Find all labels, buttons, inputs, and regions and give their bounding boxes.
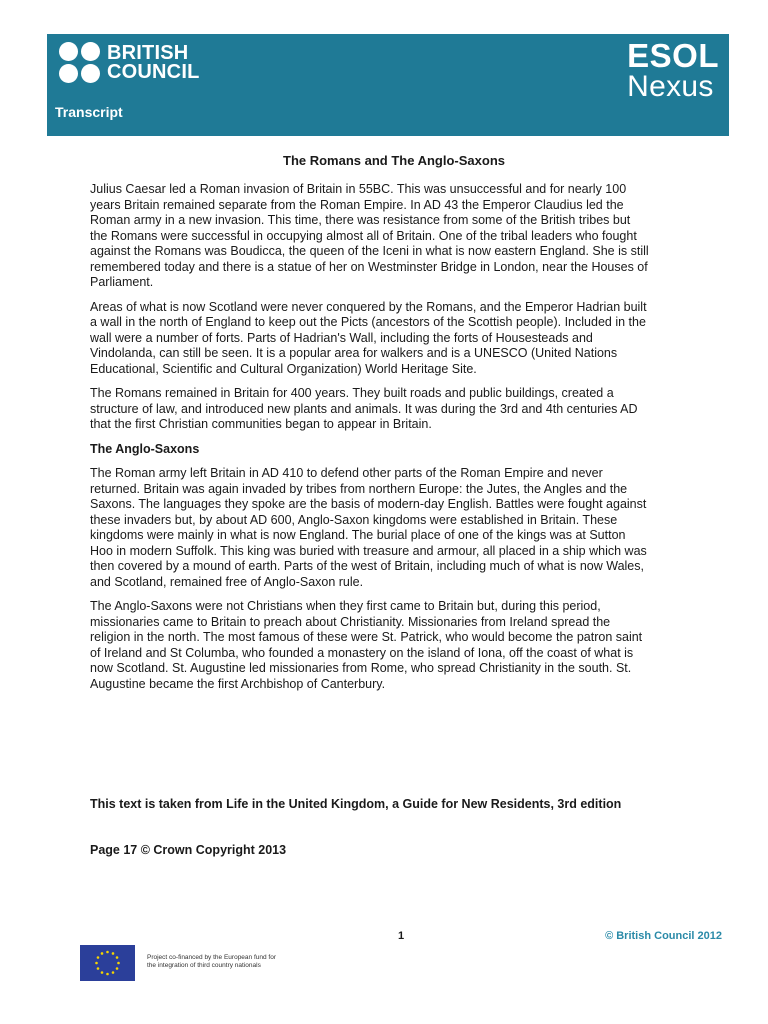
paragraph-2: Areas of what is now Scotland were never conquered by the Romans, and the Emperor Hadrian built a wall in the north of England to keep out the Picts (ancestors of the Scottish people). Included in the wall were a number of forts. Parts of Hadrian's Wall, including the forts of Housesteads and Vindolanda, can still be seen. It is a popular area for walkers and is a UNESCO (United Nations Educational, Scientific and Cultural Organization) World Heritage Site.: [90, 299, 647, 376]
eu-funding-note: Project co-financed by the European fund for the integration of third country nationals: [147, 954, 276, 969]
eu-star-icon: [116, 967, 119, 970]
footer-copyright: © British Council 2012: [605, 930, 722, 942]
eu-star-icon: [106, 951, 109, 954]
eu-star-icon: [97, 956, 100, 959]
header-banner: [47, 34, 729, 136]
paragraph-4: The Roman army left Britain in AD 410 to defend other parts of the Roman Empire and never returned. Britain was again invaded by tribes from northern Europe: the Jutes, the Angles and the Saxons. The languages they spoke are the basis of modern-day English. Battles were fought against these invaders but, by about AD 600, Anglo-Saxon kingdoms were established in Britain. These kingdoms were mainly in what is now England. The burial place of one of the kings was at Sutton Hoo in modern Suffolk. This king was buried with treasure and armour, all placed in a ship which was then covered by a mound of earth. Parts of the west of Britain, including much of what is now Wales, and Scotland, remained free of Anglo-Saxon rule.: [90, 466, 647, 589]
eu-flag-icon: [80, 945, 135, 981]
eu-star-icon: [117, 962, 120, 965]
eu-star-icon: [95, 962, 98, 965]
subheading: The Anglo-Saxons: [90, 441, 200, 456]
brand-line-1: ESOL: [627, 37, 719, 74]
paragraph-3: The Romans remained in Britain for 400 years. They built roads and public buildings, created a structure of law, and introduced new plants and animals. It was during the 3rd and 4th centuries AD that the first Christian communities began to appear in Britain.: [90, 386, 638, 431]
page-number: 1: [398, 930, 405, 942]
paragraph-1: Julius Caesar led a Roman invasion of Britain in 55BC. This was unsuccessful and for nearly 100 years Britain remained separate from the Roman Empire. In AD 43 the Emperor Claudius led the Roman army in a new invasion. This time, there was resistance from some of the British tribes but the Romans were successful in occupying almost all of Britain. One of the tribal leaders who fought against the Romans was Boudicca, the queen of the Iceni in what is now eastern England. She is still remembered today and there is a statue of her on Westminster Bridge in London, near the Houses of Parliament.: [90, 182, 649, 289]
logo-line-2: COUNCIL: [107, 61, 200, 83]
eu-star-icon: [97, 967, 100, 970]
eu-star-icon: [101, 971, 104, 974]
eu-star-icon: [116, 956, 119, 959]
eu-star-icon: [112, 952, 115, 955]
logo-line-1: BRITISH: [107, 42, 189, 64]
eu-star-icon: [106, 973, 109, 976]
esol-nexus-logo: [627, 37, 719, 103]
british-council-dots-icon: [59, 42, 101, 84]
document-title: The Romans and The Anglo-Saxons: [283, 153, 505, 168]
section-label: Transcript: [55, 104, 123, 120]
paragraph-5: The Anglo-Saxons were not Christians when they first came to Britain but, during this period, missionaries came to Britain to preach about Christianity. Missionaries from Ireland spread the religion in the north. The most famous of these were St. Patrick, who would become the patron saint of Ireland and St Columba, who founded a monastery on the island of Iona, off the coast of what is now Scotland. St. Augustine led missionaries from Rome, who spread Christianity in the south. St. Augustine became the first Archbishop of Canterbury.: [90, 599, 643, 691]
brand-line-2: Nexus: [627, 70, 714, 103]
eu-star-icon: [112, 971, 115, 974]
page-copyright: Page 17 © Crown Copyright 2013: [90, 843, 287, 857]
eu-star-icon: [101, 952, 104, 955]
source-note: This text is taken from Life in the United Kingdom, a Guide for New Residents, 3rd edition: [90, 797, 622, 811]
document-body: [90, 182, 650, 701]
british-council-logo: [59, 42, 200, 84]
